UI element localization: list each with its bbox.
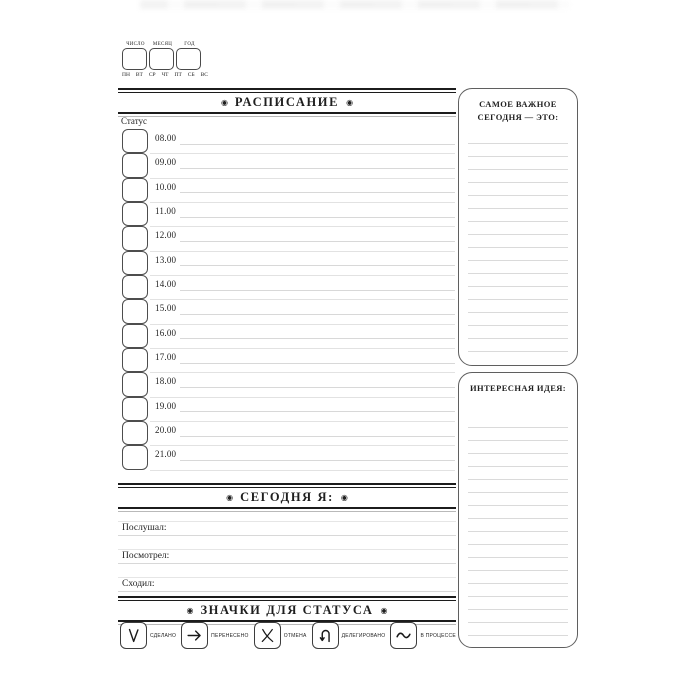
divider (118, 112, 456, 117)
schedule-row[interactable] (118, 397, 456, 421)
flower-ornament: ◉ (226, 492, 234, 502)
status-checkbox[interactable] (122, 397, 148, 421)
weekday-label[interactable]: ПН (122, 72, 130, 78)
status-checkbox[interactable] (122, 202, 148, 226)
ruled-line (180, 290, 455, 291)
date-field-label: ГОД (184, 42, 195, 47)
date-field-label: ЧИСЛО (126, 42, 145, 47)
tilde-icon (390, 622, 417, 649)
ruled-line (180, 460, 455, 461)
status-checkbox[interactable] (122, 421, 148, 445)
time-label: 20.00 (155, 425, 177, 436)
ruled-line (180, 314, 455, 315)
legend-label: ДЕЛЕГИРОВАНО (341, 632, 386, 639)
time-label: 09.00 (155, 157, 177, 168)
weekday-label[interactable]: СР (148, 72, 156, 78)
date-field-label: МЕСЯЦ (152, 42, 173, 47)
time-label: 18.00 (155, 376, 177, 387)
arrow-right-icon (181, 622, 208, 649)
status-checkbox[interactable] (122, 372, 148, 396)
today-fields (118, 508, 456, 592)
status-checkbox[interactable] (122, 226, 148, 250)
field-label: Посмотрел: (122, 551, 173, 561)
schedule-row[interactable] (118, 251, 456, 275)
u-turn-arrow-icon (312, 622, 339, 649)
status-checkbox[interactable] (122, 299, 148, 323)
time-label: 15.00 (155, 303, 177, 314)
time-label: 13.00 (155, 254, 177, 265)
weekday-label[interactable]: ВС (200, 72, 208, 78)
schedule-row[interactable] (118, 202, 456, 226)
schedule-row[interactable] (118, 153, 456, 177)
ruled-line (180, 241, 455, 242)
schedule-row[interactable] (118, 445, 456, 469)
interesting-idea-panel (458, 372, 578, 648)
status-checkbox[interactable] (122, 324, 148, 348)
legend-item (312, 622, 386, 649)
status-legend (120, 622, 456, 649)
status-checkbox[interactable] (122, 348, 148, 372)
flower-ornament: ◉ (186, 605, 194, 615)
today-field-row[interactable] (118, 508, 456, 536)
status-checkbox[interactable] (122, 445, 148, 469)
section-header-schedule (118, 88, 456, 117)
time-label: 16.00 (155, 327, 177, 338)
legend-label: В ПРОЦЕССЕ (420, 632, 456, 639)
ruled-line (180, 387, 455, 388)
ruled-line (180, 217, 455, 218)
time-label: 21.00 (155, 449, 177, 460)
status-column-label: Статус (121, 116, 147, 126)
status-checkbox[interactable] (122, 178, 148, 202)
status-checkbox[interactable] (122, 251, 148, 275)
schedule-row[interactable] (118, 299, 456, 323)
time-label: 11.00 (155, 206, 176, 217)
weekday-label[interactable]: ПТ (174, 72, 182, 78)
check-icon (120, 622, 147, 649)
status-icons-title: ЗНАЧКИ ДЛЯ СТАТУСА (200, 603, 374, 617)
schedule-row[interactable] (118, 348, 456, 372)
today-field-row[interactable] (118, 564, 456, 592)
time-label: 08.00 (155, 133, 177, 143)
cross-icon (254, 622, 281, 649)
flower-ornament: ◉ (340, 492, 348, 502)
schedule-rows (118, 129, 456, 470)
time-label: 14.00 (155, 279, 177, 290)
today-title: СЕГОДНЯ Я: (240, 490, 334, 504)
ruled-line (180, 338, 455, 339)
today-field-row[interactable] (118, 536, 456, 564)
panel-title: САМОЕ ВАЖНОЕ СЕГОДНЯ — ЭТО: (477, 99, 559, 123)
schedule-row[interactable] (118, 324, 456, 348)
status-checkbox[interactable] (122, 129, 148, 153)
ruled-line (150, 470, 455, 471)
legend-item (254, 622, 307, 649)
ruled-line (180, 436, 455, 437)
flower-ornament: ◉ (346, 97, 354, 107)
legend-label: СДЕЛАНО (150, 632, 177, 639)
weekday-label[interactable]: ВТ (135, 72, 143, 78)
ruled-line (180, 168, 455, 169)
ruled-line (180, 265, 455, 266)
legend-label: ОТМЕНА (283, 632, 307, 639)
status-checkbox[interactable] (122, 153, 148, 177)
writing-lines[interactable] (468, 131, 568, 357)
flower-ornament: ◉ (380, 605, 388, 615)
important-today-panel (458, 88, 578, 366)
ruled-line (180, 411, 455, 412)
schedule-row[interactable] (118, 372, 456, 396)
schedule-row[interactable] (118, 129, 456, 153)
writing-lines[interactable] (468, 415, 568, 639)
schedule-row[interactable] (118, 178, 456, 202)
flower-ornament: ◉ (220, 97, 228, 107)
legend-item (120, 622, 176, 649)
main-column (118, 0, 456, 700)
ruled-line (180, 144, 455, 145)
time-label: 19.00 (155, 400, 177, 411)
time-label: 10.00 (155, 181, 177, 192)
schedule-row[interactable] (118, 226, 456, 250)
schedule-row[interactable] (118, 275, 456, 299)
section-header-status-icons (118, 596, 456, 625)
status-checkbox[interactable] (122, 275, 148, 299)
time-label: 17.00 (155, 352, 177, 363)
legend-item (390, 622, 456, 649)
weekday-label[interactable]: ЧТ (161, 72, 169, 78)
field-label: Послушал: (122, 523, 171, 533)
legend-item (181, 622, 249, 649)
ruled-line (180, 192, 455, 193)
ruled-line (180, 363, 455, 364)
legend-label: ПЕРЕНЕСЕНО (211, 632, 249, 639)
time-label: 12.00 (155, 230, 177, 241)
field-label: Сходил: (122, 579, 159, 589)
schedule-title: РАСПИСАНИЕ (234, 95, 340, 109)
weekday-label[interactable]: СБ (187, 72, 195, 78)
schedule-row[interactable] (118, 421, 456, 445)
panel-title: ИНТЕРЕСНАЯ ИДЕЯ: (469, 383, 567, 393)
